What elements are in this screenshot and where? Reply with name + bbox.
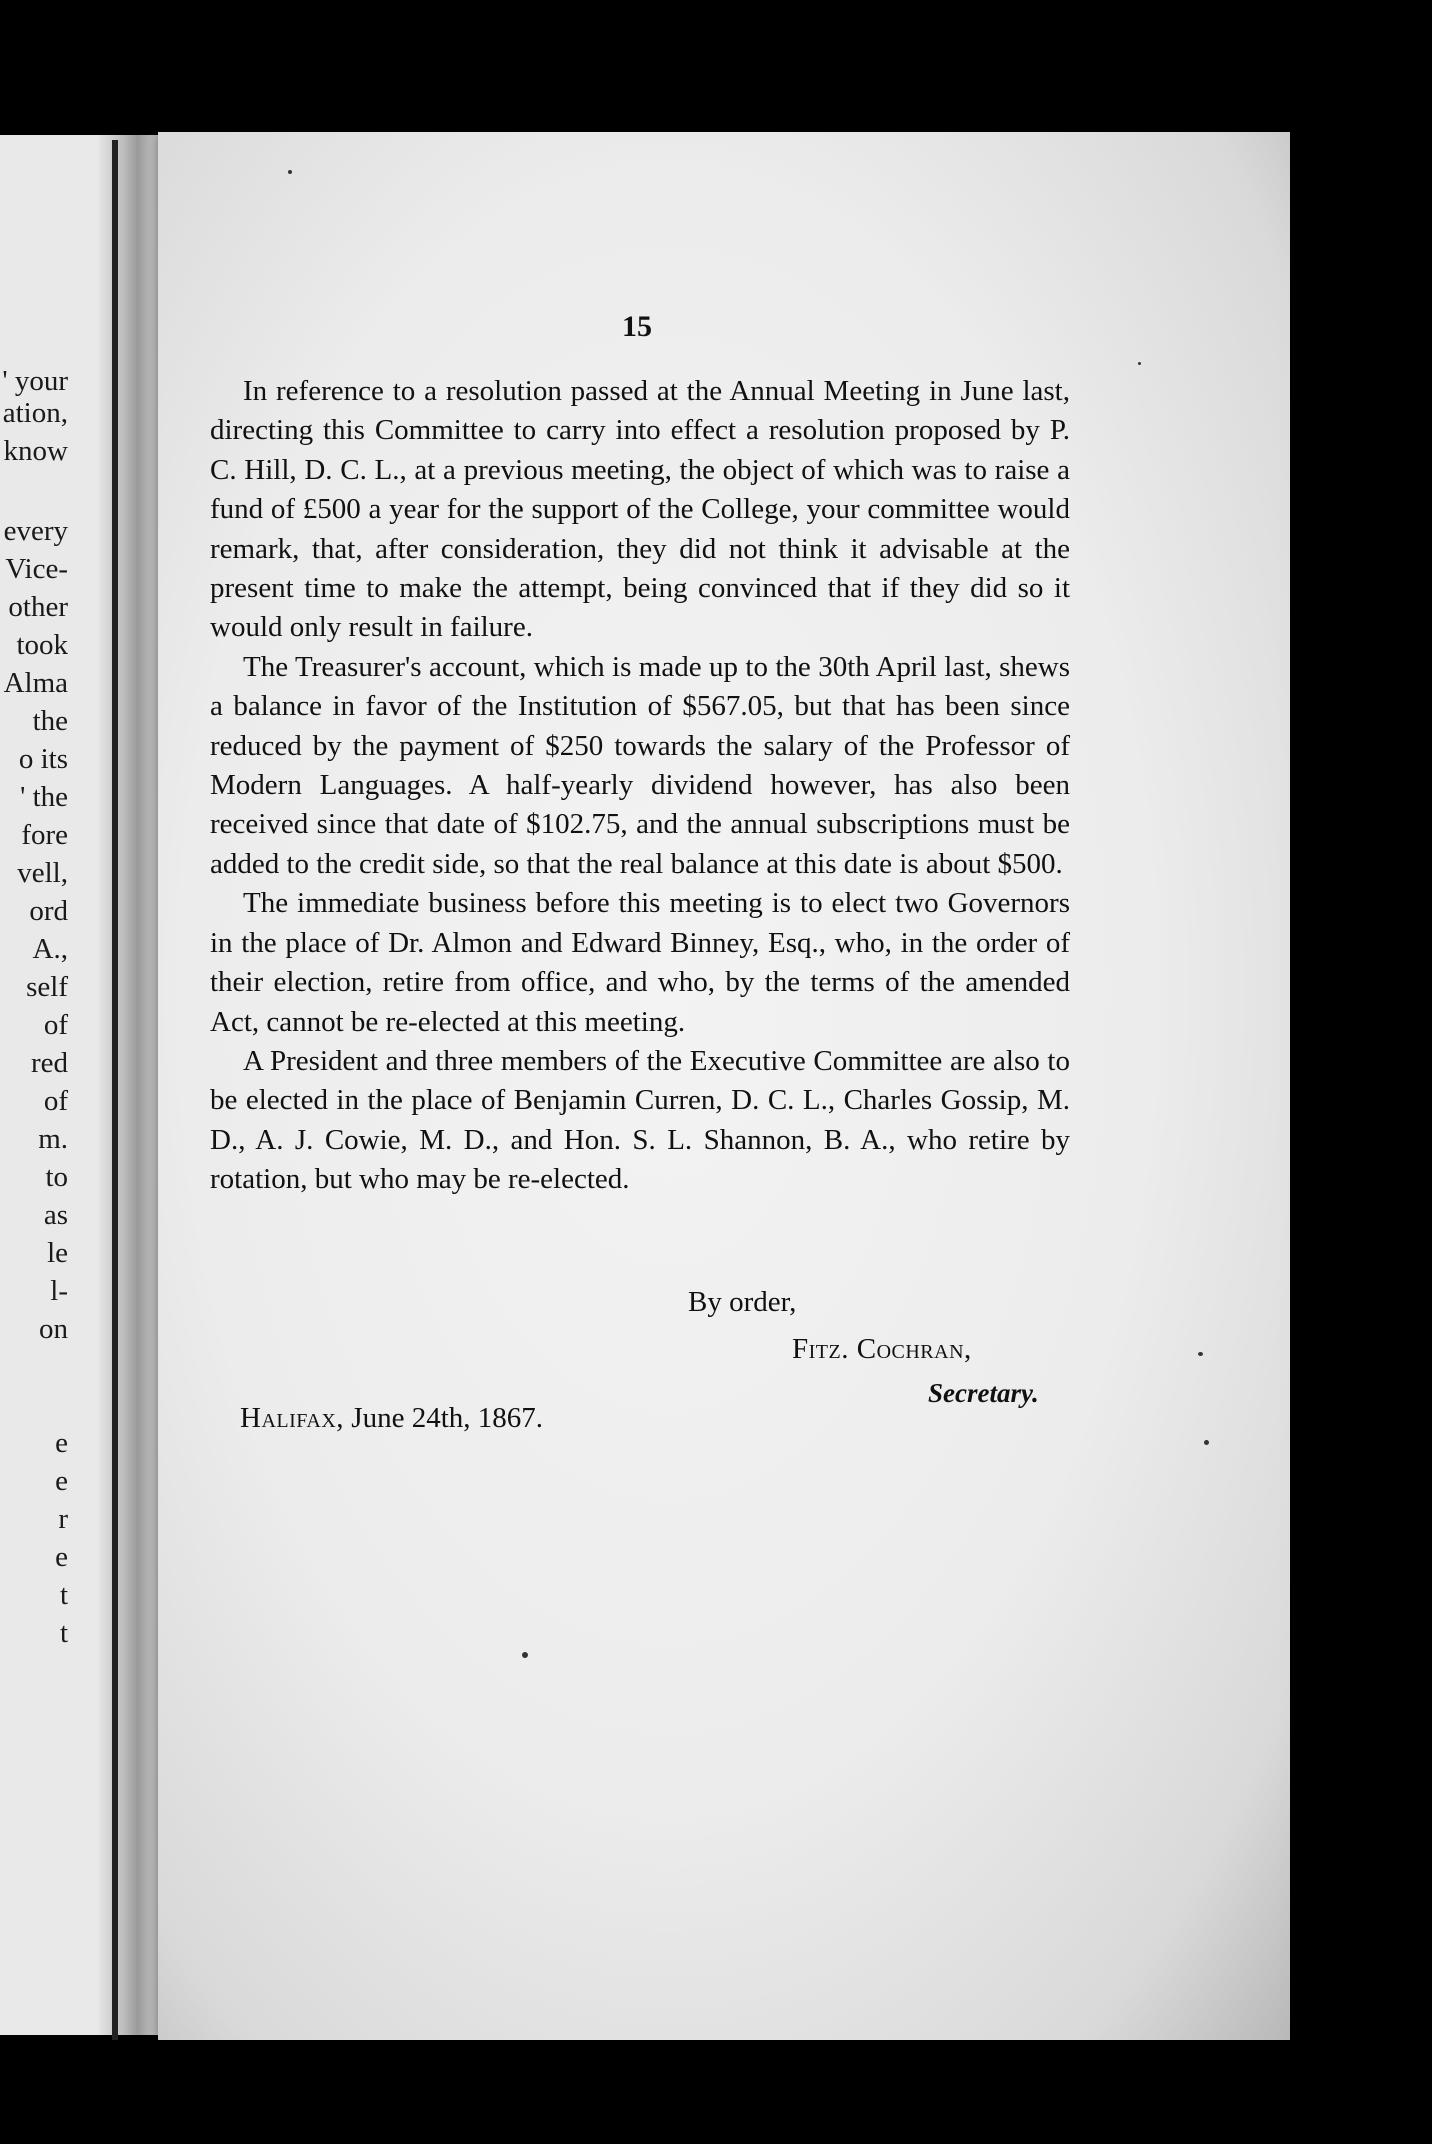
signatory-name: Fitz. Cochran, [792,1333,972,1365]
left-fragment: A., [32,933,68,965]
signatory-title: Secretary. [928,1378,1039,1408]
left-fragment: on [39,1313,68,1345]
left-fragment: l- [50,1275,68,1307]
scan-speck [1138,362,1141,365]
scan-speck [522,1652,528,1658]
paragraph-election-governors: The immediate business before this meeting is to elect two Governors in the place of Dr. Almon and Edward Binney, Esq., who, in the order of their election, retire from office, and who, by the terms of the amended Act, cannot be re-elected at this meeting. [210,887,1070,1038]
date-text: June 24th, 1867. [351,1402,544,1434]
scan-speck [1198,1352,1203,1356]
left-fragment: the [32,705,68,737]
left-fragment: fore [21,819,68,851]
binding-line [112,140,118,2040]
paragraph-executive-committee: A President and three members of the Executive Committee are also to be elected in the place of Benjamin Curren, D. C. L., Charles Gossip, M. D., A. J. Cowie, M. D., and Hon. S. L. Shannon, B. A., who retire by rotation, but who may be re-elected. [210,1044,1070,1196]
left-fragment: other [8,591,68,623]
paragraph-fund-resolution: In reference to a resolution passed at the Annual Meeting in June last, directing this Committee to carry into effect a resolution proposed by P. C. Hill, D. C. L., at a previous meeting, the object of which was to raise a fund of £500 a year for the support of the College, your committee would remark, that, after consideration, they did not think it advisable at the present time to make the attempt, being convinced that if they did so it would only result in failure. [210,375,1070,644]
left-fragment: know [3,435,68,467]
left-fragment: Alma [3,667,68,699]
left-fragment: took [16,629,68,661]
left-fragment: ord [29,895,68,927]
place-date-line [240,1402,543,1435]
left-fragment: m. [38,1123,68,1155]
paragraph-treasurer-account: The Treasurer's account, which is made up to the 30th April last, shews a balance in favor of the Institution of $567.05, but that has been since reduced by the payment of $250 towards the salary of the Professor of Modern Languages. A half-yearly dividend however, has also been received since that date of $102.75, and the annual subscriptions must be added to the credit side, so that the real balance at this date is about $500. [210,650,1070,880]
left-fragment: to [45,1161,68,1193]
left-fragment: o its [18,743,68,775]
by-order-line: By order, [688,1286,797,1318]
left-fragment: self [26,971,68,1003]
left-fragment: t [59,1579,68,1611]
body-text [210,372,1070,1200]
left-fragment: t [59,1617,68,1649]
scan-speck [288,170,292,174]
left-fragment: ' the [20,781,68,813]
left-fragment: as [43,1199,68,1231]
page-gutter-shadow [98,135,162,2035]
left-fragment: e [55,1465,68,1497]
left-fragment: of [43,1085,68,1117]
page-number: 15 [622,310,652,343]
left-fragment: e [55,1541,68,1573]
left-fragment: vell, [17,857,68,889]
scan-speck [1204,1440,1209,1445]
left-fragment: ation, [2,397,68,429]
left-fragment: Vice- [5,553,68,585]
left-fragment: of [43,1009,68,1041]
left-fragment: r [58,1503,68,1535]
left-fragment: e [55,1427,68,1459]
left-fragment: ' your [2,365,68,397]
left-fragment: every [3,515,68,547]
left-fragment: red [30,1047,68,1079]
place-name: Halifax, [240,1402,345,1434]
left-fragment: le [47,1237,68,1269]
